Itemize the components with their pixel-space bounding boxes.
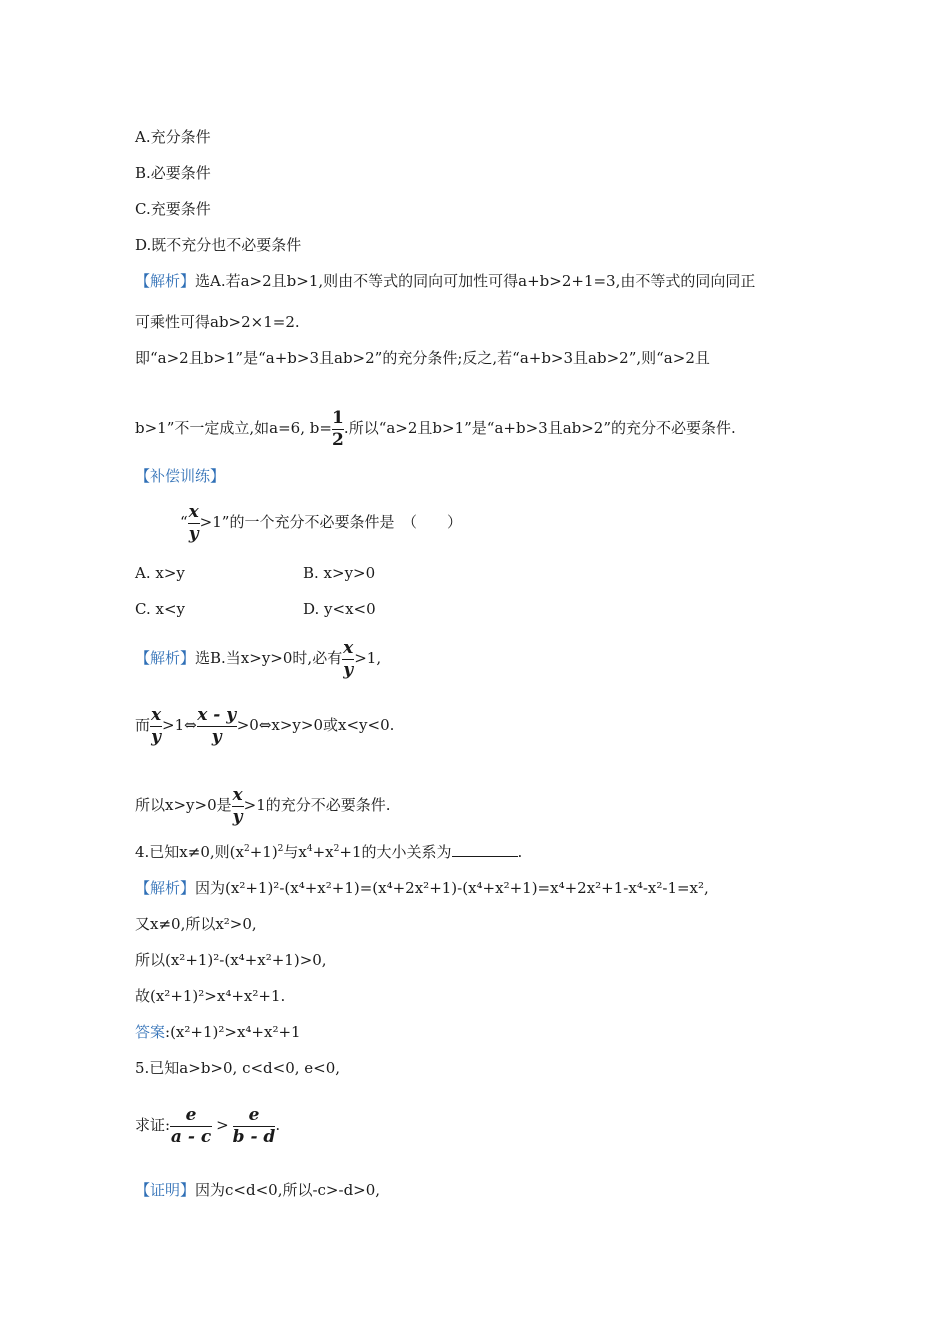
solution1-line1: 【解析】选A.若a>2且b>1,则由不等式的同向可加性可得a+b>2+1=3,由不等式的同向同正 xyxy=(135,272,756,290)
answer-blank xyxy=(452,842,518,857)
choice-d: D.既不充分也不必要条件 xyxy=(135,236,302,254)
solution2-line1: 【解析】选B.当x>y>0时,必有 $\frac{x}{y}$ >1, xyxy=(135,637,382,680)
q5-proof-line1: 【证明】因为c<d<0,所以-c>-d>0, xyxy=(135,1181,381,1199)
option-b: B. x>y>0 xyxy=(303,564,376,582)
fraction-x-over-y: $\frac{x}{y}$ xyxy=(150,704,162,747)
analysis-tag: 【解析】 xyxy=(135,272,196,290)
choice-b: B.必要条件 xyxy=(135,164,211,182)
fraction-x-over-y: $\frac{x}{y}$ xyxy=(232,784,243,827)
solution1-line4: b>1”不一定成立,如a=6, b= $\frac{1}{2}$ .所以“a>2且b>1”是“a+b>3且ab>2”的充分不必要条件. xyxy=(135,407,736,450)
q4-answer: 答案:(x²+1)²>x⁴+x²+1 xyxy=(135,1023,301,1041)
q4-solution-line1: 【解析】因为(x²+1)²-(x⁴+x²+1)=(x⁴+2x²+1)-(x⁴+x²+1)=x⁴+2x²+1-x⁴-x²-1=x², xyxy=(135,879,709,897)
option-d: D. y<x<0 xyxy=(303,600,376,618)
fraction-xminusy-over-y: $\frac{x - y}{y}$ xyxy=(197,704,237,747)
fraction-x-over-y: $\frac{x}{y}$ xyxy=(188,501,199,544)
solution1-line3: 即“a>2且b>1”是“a+b>3且ab>2”的充分条件;反之,若“a+b>3且ab>2”,则“a>2且 xyxy=(135,349,710,367)
question-4: 4.已知x≠0,则$(x^2+1)^2$与$x^4+x^2+1$的大小关系为 . xyxy=(135,843,523,861)
choice-c: C.充要条件 xyxy=(135,200,211,218)
q4-solution-line3: 所以(x²+1)²-(x⁴+x²+1)>0, xyxy=(135,951,327,969)
q5-prove: 求证: $\frac{e}{a - c}$ > $\frac{e}{b - d}$ . xyxy=(135,1104,281,1147)
solution2-line2: 而 $\frac{x}{y}$ >1⇔ $\frac{x - y}{y}$ >0⇔x>y>0或x<y<0. xyxy=(135,704,395,747)
solution1-line2: 可乘性可得ab>2×1=2. xyxy=(135,313,300,331)
option-c: C. x<y xyxy=(135,600,185,618)
option-row-2 xyxy=(135,599,376,619)
supplement-tag: 【补偿训练】 xyxy=(135,467,226,485)
supplement-question: “ $\frac{x}{y}$ >1”的一个充分不必要条件是 （ ） xyxy=(180,501,462,544)
option-a: A. x>y xyxy=(135,564,185,582)
fraction-x-over-y: $\frac{x}{y}$ xyxy=(343,637,354,680)
fraction-e-over-a-minus-c: $\frac{e}{a - c}$ xyxy=(170,1104,212,1147)
q4-solution-line2: 又x≠0,所以x²>0, xyxy=(135,915,257,933)
question-5: 5.已知a>b>0, c<d<0, e<0, xyxy=(135,1059,341,1077)
option-row-1 xyxy=(135,563,376,583)
fraction-one-half: $\frac{1}{2}$ xyxy=(332,407,344,450)
solution2-line3: 所以x>y>0是 $\frac{x}{y}$ >1的充分不必要条件. xyxy=(135,784,391,827)
fraction-e-over-b-minus-d: $\frac{e}{b - d}$ xyxy=(232,1104,276,1147)
choice-a: A.充分条件 xyxy=(135,128,211,146)
q4-solution-line4: 故(x²+1)²>x⁴+x²+1. xyxy=(135,987,286,1005)
